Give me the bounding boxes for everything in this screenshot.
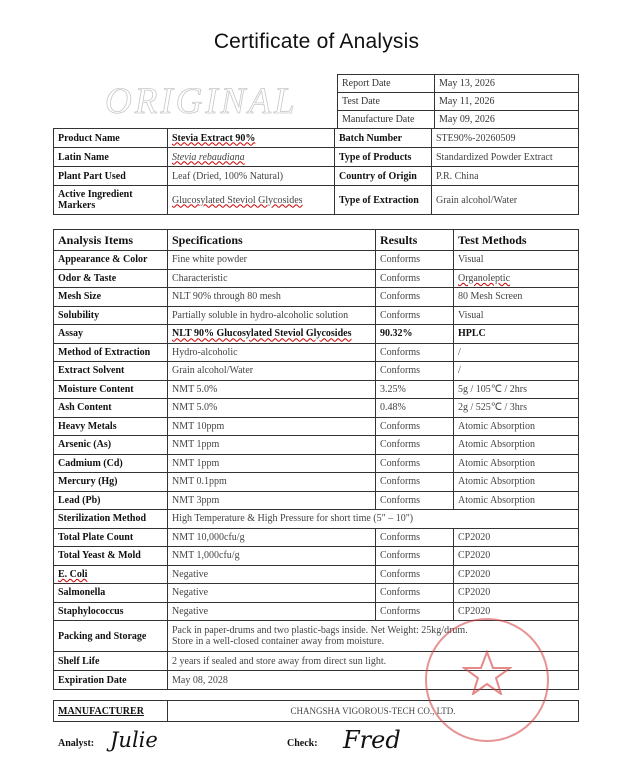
origin-value: P.R. China [432,167,579,186]
plant-value: Leaf (Dried, 100% Natural) [168,167,335,186]
analysis-method-cell: Atomic Absorption [454,491,579,510]
analysis-item-cell: E. Coli [54,565,168,584]
packing-label: Packing and Storage [54,621,168,652]
analysis-result-cell: 3.25% [376,380,454,399]
analysis-method-cell: Atomic Absorption [454,417,579,436]
analysis-row [54,343,579,362]
analyst-label: Analyst: [58,738,95,749]
analysis-method-cell: Organoleptic [454,269,579,288]
analysis-result-cell: Conforms [376,269,454,288]
seal-star-icon [462,650,512,695]
analysis-spec-cell: Negative [168,602,376,621]
header-results: Results [376,230,454,251]
analysis-item-cell: Heavy Metals [54,417,168,436]
date-value: May 09, 2026 [435,111,579,129]
analysis-row [54,565,579,584]
analysis-item-cell: Salmonella [54,584,168,603]
analysis-result-cell: Conforms [376,547,454,566]
analysis-row [54,602,579,621]
check-label: Check: [287,738,318,749]
origin-label: Country of Origin [335,167,432,186]
analysis-item-cell: Method of Extraction [54,343,168,362]
product-row [54,167,579,186]
analysis-method-cell: 80 Mesh Screen [454,288,579,307]
analysis-row [54,288,579,307]
analysis-spec-cell: NMT 0.1ppm [168,473,376,492]
analysis-row [54,306,579,325]
date-row [338,75,579,93]
analysis-item-cell: Solubility [54,306,168,325]
latin-value: Stevia rebaudiana [168,148,335,167]
analysis-method-cell: CP2020 [454,602,579,621]
product-row [54,186,579,215]
document-title: Certificate of Analysis [213,30,420,53]
analysis-row [54,251,579,270]
analysis-result-cell: Conforms [376,473,454,492]
analysis-spec-cell: Negative [168,584,376,603]
analysis-spec-cell: High Temperature & High Pressure for short time (5" – 10") [168,510,579,529]
analysis-method-cell: Atomic Absorption [454,436,579,455]
markers-value: Glucosylated Steviol Glycosides [168,186,335,215]
analysis-spec-cell: NMT 5.0% [168,380,376,399]
analysis-result-cell: Conforms [376,565,454,584]
analysis-spec-cell: Negative [168,565,376,584]
analysis-row [54,436,579,455]
analysis-result-cell: Conforms [376,584,454,603]
analysis-result-cell: Conforms [376,417,454,436]
analysis-item-cell: Ash Content [54,399,168,418]
analysis-spec-cell: Hydro-alcoholic [168,343,376,362]
expiry-label: Expiration Date [54,671,168,690]
analysis-item-cell: Cadmium (Cd) [54,454,168,473]
batch-label: Batch Number [335,129,432,148]
analysis-spec-cell: NMT 5.0% [168,399,376,418]
date-value: May 11, 2026 [435,93,579,111]
packing-line: Store in a well-closed container away from moisture. [172,636,385,647]
analysis-row [54,325,579,344]
analysis-item-cell: Odor & Taste [54,269,168,288]
extraction-label: Type of Extraction [335,186,432,215]
product-name-label: Product Name [54,129,168,148]
analysis-item-cell: Arsenic (As) [54,436,168,455]
analysis-item-cell: Extract Solvent [54,362,168,381]
analysis-result-cell: Conforms [376,251,454,270]
company-seal [425,618,549,742]
analysis-row [54,510,579,529]
analysis-item-cell: Appearance & Color [54,251,168,270]
analysis-method-cell: CP2020 [454,584,579,603]
header-specifications: Specifications [168,230,376,251]
original-watermark-area [53,74,337,128]
analysis-method-cell: HPLC [454,325,579,344]
expiry-value: May 08, 2028 [168,671,579,690]
analysis-spec-cell: NMT 10ppm [168,417,376,436]
latin-label: Latin Name [54,148,168,167]
date-value: May 13, 2026 [435,75,579,93]
markers-label: Active Ingredient Markers [54,186,168,215]
analysis-header-row [54,230,579,251]
analysis-row [54,399,579,418]
dates-table [337,74,579,129]
analysis-result-cell: 0.48% [376,399,454,418]
analysis-row [54,491,579,510]
analysis-result-cell: Conforms [376,362,454,381]
analysis-result-cell: Conforms [376,491,454,510]
product-name-value: Stevia Extract 90% [168,129,335,148]
analyst-signature: Julie [110,728,158,752]
product-info-table [53,128,579,215]
analysis-row [54,528,579,547]
analysis-item-cell: Mesh Size [54,288,168,307]
manufacturer-label: MANUFACTURER [54,701,168,722]
analysis-result-cell: Conforms [376,528,454,547]
analysis-method-cell: 5g / 105℃ / 2hrs [454,380,579,399]
analysis-spec-cell: NMT 3ppm [168,491,376,510]
original-watermark: ORIGINAL [105,81,298,122]
analysis-spec-cell: NMT 1,000cfu/g [168,547,376,566]
extraction-value: Grain alcohol/Water [432,186,579,215]
shelf-label: Shelf Life [54,652,168,671]
analysis-spec-cell: Fine white powder [168,251,376,270]
analysis-item-cell: Staphylococcus [54,602,168,621]
analysis-spec-cell: Partially soluble in hydro-alcoholic solution [168,306,376,325]
analysis-row [54,269,579,288]
analysis-method-cell: CP2020 [454,565,579,584]
analysis-spec-cell: NMT 1ppm [168,436,376,455]
analysis-row [54,584,579,603]
analysis-method-cell: Atomic Absorption [454,473,579,492]
analysis-method-cell: CP2020 [454,528,579,547]
analysis-method-cell: / [454,343,579,362]
header-items: Analysis Items [54,230,168,251]
analysis-method-cell: Atomic Absorption [454,454,579,473]
analysis-row [54,362,579,381]
analysis-method-cell: 2g / 525℃ / 3hrs [454,399,579,418]
shelf-value: 2 years if sealed and store away from direct sun light. [168,652,579,671]
analysis-result-cell: Conforms [376,306,454,325]
date-label: Test Date [338,93,435,111]
check-signature: Fred [343,726,401,754]
analysis-spec-cell: Characteristic [168,269,376,288]
analysis-spec-cell: NMT 10,000cfu/g [168,528,376,547]
analysis-result-cell: 90.32% [376,325,454,344]
analysis-result-cell: Conforms [376,343,454,362]
type-label: Type of Products [335,148,432,167]
date-label: Manufacture Date [338,111,435,129]
plant-label: Plant Part Used [54,167,168,186]
packing-line: Pack in paper-drums and two plastic-bags inside. Net Weight: 25kg/drum. [172,625,468,636]
date-label: Report Date [338,75,435,93]
analysis-row [54,380,579,399]
date-row [338,111,579,129]
analysis-row [54,547,579,566]
date-row [338,93,579,111]
analysis-item-cell: Mercury (Hg) [54,473,168,492]
analysis-spec-cell: NLT 90% through 80 mesh [168,288,376,307]
product-row [54,148,579,167]
analysis-spec-cell: Grain alcohol/Water [168,362,376,381]
analysis-item-cell: Assay [54,325,168,344]
type-value: Standardized Powder Extract [432,148,579,167]
analysis-row [54,454,579,473]
analysis-method-cell: Visual [454,251,579,270]
header-methods: Test Methods [454,230,579,251]
analysis-row [54,473,579,492]
analysis-item-cell: Total Plate Count [54,528,168,547]
analysis-result-cell: Conforms [376,602,454,621]
analysis-item-cell: Sterilization Method [54,510,168,529]
analysis-spec-cell: NLT 90% Glucosylated Steviol Glycosides [168,325,376,344]
analysis-method-cell: CP2020 [454,547,579,566]
analysis-result-cell: Conforms [376,436,454,455]
analysis-method-cell: / [454,362,579,381]
product-row [54,129,579,148]
batch-value: STE90%-20260509 [432,129,579,148]
manufacturer-name: CHANGSHA VIGOROUS-TECH CO., LTD. [168,701,579,722]
analysis-item-cell: Lead (Pb) [54,491,168,510]
analysis-spec-cell: NMT 1ppm [168,454,376,473]
analysis-result-cell: Conforms [376,454,454,473]
analysis-row [54,417,579,436]
analysis-item-cell: Total Yeast & Mold [54,547,168,566]
analysis-result-cell: Conforms [376,288,454,307]
analysis-rows [54,251,579,621]
analysis-method-cell: Visual [454,306,579,325]
analysis-item-cell: Moisture Content [54,380,168,399]
